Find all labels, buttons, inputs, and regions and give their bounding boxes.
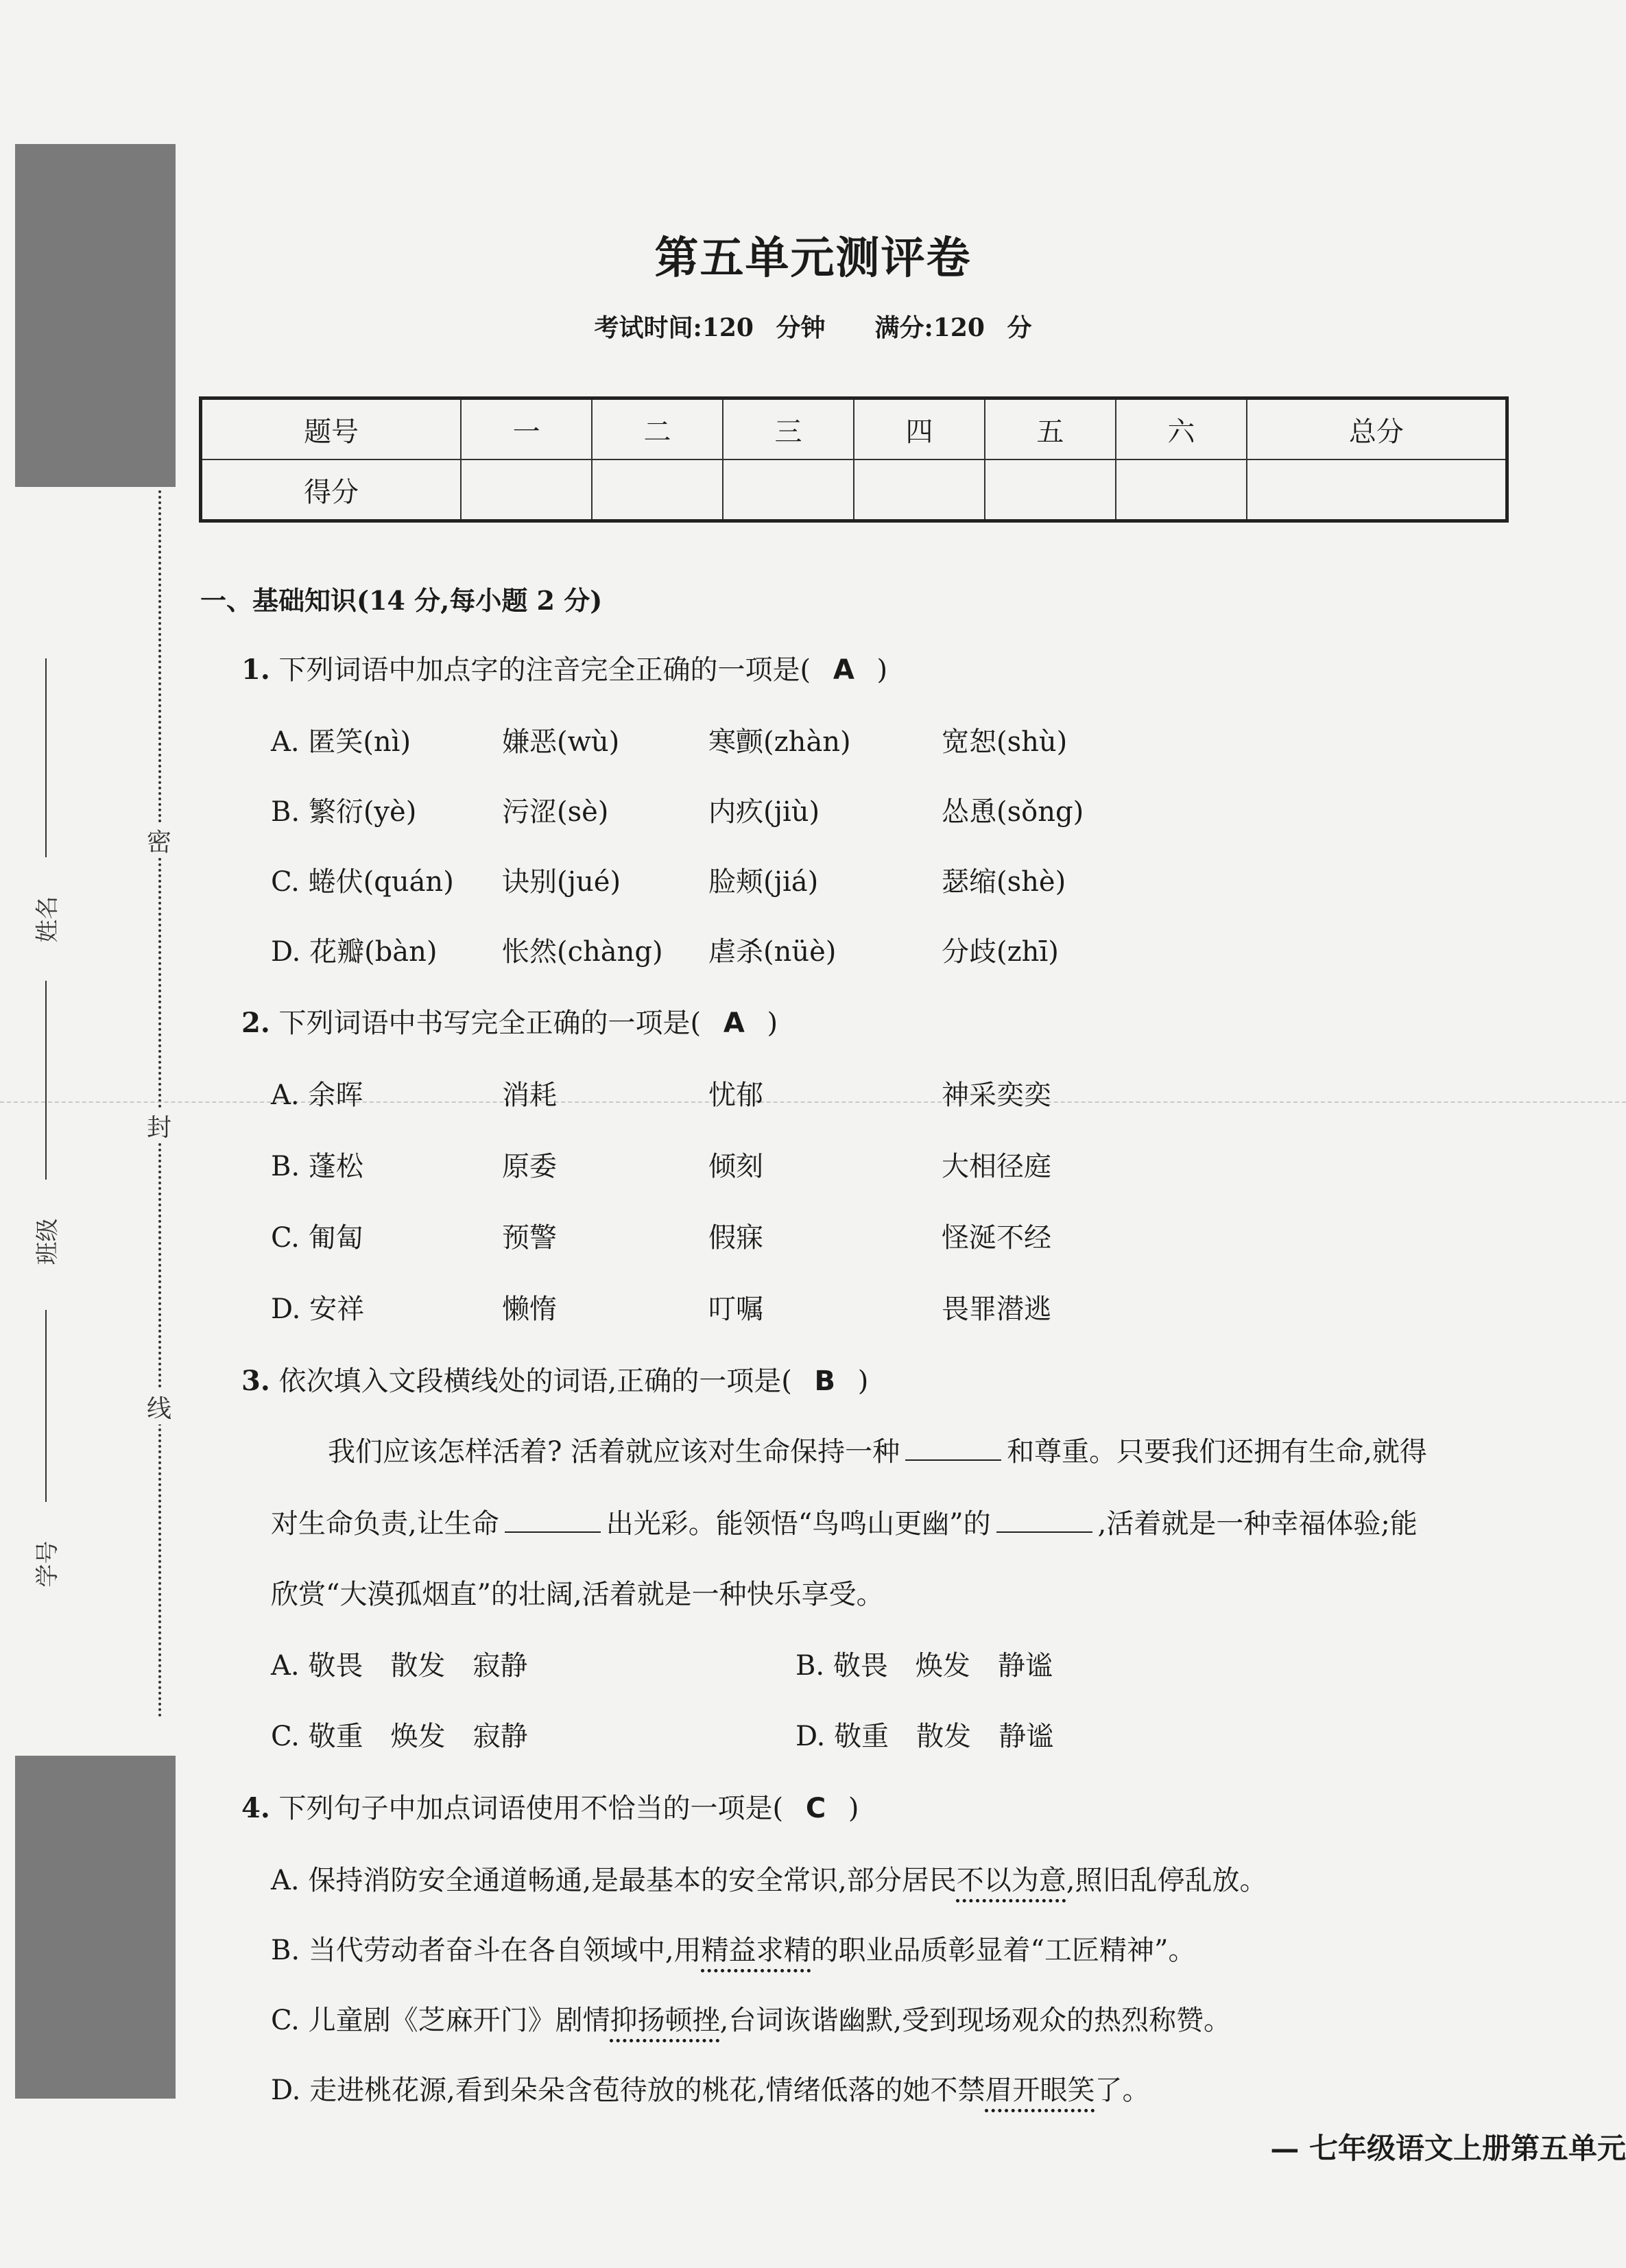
id-label: 学号 [34, 1540, 62, 1588]
question-number: 3. [241, 1365, 270, 1397]
q2-option: 消耗 [502, 1079, 557, 1111]
fill-blank [505, 1531, 601, 1533]
option-text: D. 走进桃花源,看到朵朵含苞待放的桃花,情绪低落的她不禁 [271, 2075, 985, 2106]
q1-option: 寒颤(zhàn) [708, 726, 851, 758]
header-cell: 总分 [1247, 398, 1507, 460]
q4-option-a [271, 1859, 1267, 1898]
q2-option: 假寐 [708, 1222, 763, 1254]
dotted-phrase: 精益求精 [701, 1935, 811, 1966]
margin-grey-block-bottom [15, 1756, 176, 2099]
score-table-header-row [201, 398, 1507, 460]
section-heading: 一、基础知识(14 分,每小题 2 分) [200, 585, 603, 616]
dotted-phrase: 抑扬顿挫 [610, 2005, 720, 2036]
name-line [45, 658, 47, 857]
q3-option: D. 敬重 散发 静谧 [796, 1721, 1054, 1752]
passage-text: 我们应该怎样活着? 活着就应该对生命保持一种 [328, 1436, 900, 1468]
header-cell: 六 [1116, 398, 1247, 460]
score-cell[interactable] [985, 459, 1116, 521]
q2-option: 懒惰 [502, 1293, 557, 1325]
q3-passage-line-3: 欣赏“大漠孤烟直”的壮阔,活着就是一种快乐享受。 [271, 1579, 884, 1610]
answer-letter: A [833, 654, 854, 686]
answer-letter: C [805, 1793, 826, 1824]
q1-option: 怂恿(sǒng) [942, 796, 1084, 828]
question-4 [241, 1787, 859, 1826]
option-text: 了。 [1095, 2075, 1150, 2106]
question-number: 2. [241, 1007, 270, 1039]
q1-option: C. 蜷伏(quán) [271, 866, 454, 898]
score-cell[interactable] [854, 459, 985, 521]
q1-option: 怅然(chàng) [502, 936, 663, 968]
seal-char-feng: 封 [147, 1108, 171, 1143]
q2-option: 预警 [502, 1222, 557, 1254]
q2-option: C. 匍匐 [271, 1222, 363, 1254]
id-line [45, 1310, 47, 1502]
passage-text: 对生命负责,让生命 [271, 1508, 499, 1540]
q2-option: 忧郁 [708, 1079, 763, 1111]
q1-option: 内疚(jiù) [708, 796, 820, 828]
q4-option-c [271, 1998, 1231, 2038]
page-footer: — 七年级语文上册第五单元 [1270, 2132, 1626, 2165]
q1-option: 分歧(zhī) [942, 936, 1059, 968]
q3-passage-line-1 [328, 1430, 1427, 1469]
header-cell: 题号 [201, 398, 462, 460]
paren-close: ) [767, 1007, 778, 1039]
option-text: ,照旧乱停乱放。 [1066, 1865, 1267, 1896]
score-cell[interactable] [461, 459, 592, 521]
q2-option: D. 安祥 [271, 1293, 365, 1325]
question-text: 依次填入文段横线处的词语,正确的一项是( [278, 1365, 792, 1397]
class-label: 班级 [34, 1218, 62, 1265]
score-table-score-row [201, 459, 1507, 521]
q1-option: D. 花瓣(bàn) [271, 936, 438, 968]
paren-close: ) [857, 1365, 869, 1397]
q2-option: 畏罪潜逃 [942, 1293, 1051, 1325]
question-text: 下列词语中加点字的注音完全正确的一项是( [278, 654, 811, 686]
page-title: 第五单元测评卷 [654, 232, 972, 284]
score-cell[interactable] [723, 459, 854, 521]
q1-option: 诀别(jué) [502, 866, 621, 898]
option-text: C. 儿童剧《芝麻开门》剧情 [271, 2005, 610, 2036]
q1-option: 虐杀(nüè) [708, 936, 837, 968]
header-cell: 四 [854, 398, 985, 460]
q1-option: B. 繁衍(yè) [271, 796, 417, 828]
option-text: ,台词诙谐幽默,受到现场观众的热烈称赞。 [719, 2005, 1232, 2036]
q1-option: 嫌恶(wù) [502, 726, 620, 758]
fill-blank [905, 1459, 1001, 1461]
q2-option: 神采奕奕 [942, 1079, 1051, 1111]
question-text: 下列词语中书写完全正确的一项是( [278, 1007, 702, 1039]
score-cell[interactable] [1247, 459, 1507, 521]
question-1 [241, 648, 887, 687]
score-cell[interactable] [1116, 459, 1247, 521]
q1-option: 脸颊(jiá) [708, 866, 819, 898]
paren-close: ) [848, 1793, 859, 1824]
passage-text: 和尊重。只要我们还拥有生命,就得 [1007, 1436, 1427, 1468]
q1-option: 宽恕(shù) [942, 726, 1068, 758]
passage-text: 出光彩。能领悟“鸟鸣山更幽”的 [606, 1508, 991, 1540]
question-number: 1. [241, 654, 270, 686]
score-table [199, 396, 1509, 523]
option-text: 的职业品质彰显着“工匠精神”。 [811, 1935, 1196, 1966]
q1-option: A. 匿笑(nì) [271, 726, 411, 758]
question-number: 4. [241, 1792, 270, 1824]
header-cell: 二 [592, 398, 723, 460]
question-2 [241, 1001, 778, 1040]
seal-char-mi: 密 [147, 823, 171, 858]
q3-option: B. 敬畏 焕发 静谧 [796, 1650, 1053, 1682]
q3-passage-line-2 [271, 1502, 1418, 1541]
q2-option: 叮嘱 [708, 1293, 763, 1325]
paren-close: ) [876, 654, 888, 686]
header-cell: 三 [723, 398, 854, 460]
q2-option: 怪涎不经 [942, 1222, 1051, 1254]
passage-text: ,活着就是一种幸福体验;能 [1097, 1508, 1418, 1540]
seal-char-xian: 线 [147, 1389, 171, 1424]
score-cell[interactable] [592, 459, 723, 521]
seal-line [158, 490, 161, 1718]
q2-option: 原委 [502, 1151, 557, 1182]
row-label-cell: 得分 [201, 459, 462, 521]
q2-option: A. 余晖 [271, 1079, 363, 1111]
q2-option: 倾刻 [708, 1151, 763, 1182]
header-cell: 一 [461, 398, 592, 460]
exam-info: 考试时间:120 分钟 满分:120 分 [594, 313, 1032, 342]
option-text: B. 当代劳动者奋斗在各自领域中,用 [271, 1935, 702, 1966]
answer-letter: B [814, 1365, 836, 1397]
fold-line [0, 1101, 1626, 1103]
q3-option: C. 敬重 焕发 寂静 [271, 1721, 528, 1752]
q4-option-d [271, 2068, 1150, 2108]
class-line [45, 981, 47, 1180]
answer-letter: A [723, 1007, 745, 1039]
name-label: 姓名 [34, 896, 62, 943]
q2-option: B. 蓬松 [271, 1151, 363, 1182]
dotted-phrase: 不以为意 [956, 1865, 1066, 1896]
fill-blank [996, 1531, 1092, 1533]
question-text: 下列句子中加点词语使用不恰当的一项是( [278, 1793, 784, 1824]
q1-option: 瑟缩(shè) [942, 866, 1066, 898]
q3-option: A. 敬畏 散发 寂静 [271, 1650, 528, 1682]
q2-option: 大相径庭 [942, 1151, 1051, 1182]
option-text: A. 保持消防安全通道畅通,是最基本的安全常识,部分居民 [271, 1865, 957, 1896]
q1-option: 污涩(sè) [502, 796, 609, 828]
q4-option-b [271, 1929, 1195, 1968]
question-3 [241, 1359, 868, 1398]
dotted-phrase: 眉开眼笑 [985, 2075, 1095, 2106]
header-cell: 五 [985, 398, 1116, 460]
